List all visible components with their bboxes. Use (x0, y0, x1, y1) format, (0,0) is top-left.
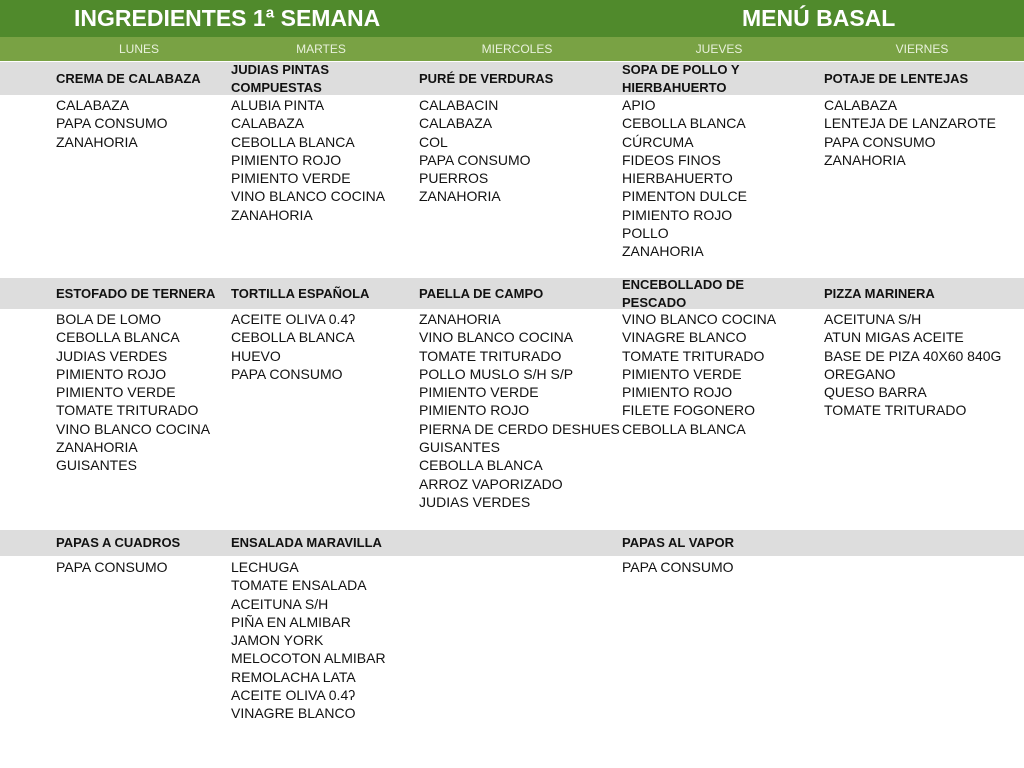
ingredient-item: ZANAHORIA (419, 188, 501, 205)
ingredient-item: CALABAZA (824, 97, 898, 113)
ingredient-item: CÚRCUMA (622, 133, 694, 150)
ingredient-item: ACEITUNA S/H (231, 595, 329, 612)
dish-name: CREMA DE CALABAZA (56, 70, 201, 86)
ingredient-item: PIMIENTO ROJO (419, 402, 530, 419)
ingredient-list (56, 310, 210, 475)
ingredient-list (824, 310, 1001, 420)
ingredient-item: ZANAHORIA (622, 243, 704, 260)
ingredient-item: PIMIENTO ROJO (56, 365, 167, 382)
dish-name: PAPAS AL VAPOR (622, 535, 734, 550)
day-label-1: MARTES (296, 42, 346, 56)
ingredient-item: ZANAHORIA (419, 311, 501, 327)
dish-name: PAELLA DE CAMPO (419, 285, 544, 301)
ingredient-list (231, 96, 385, 224)
ingredient-item: CEBOLLA BLANCA (622, 420, 746, 437)
ingredient-list (56, 558, 168, 576)
ingredient-item: VINAGRE BLANCO (622, 329, 747, 346)
ingredient-item: TOMATE TRITURADO (622, 347, 765, 364)
ingredient-item: ARROZ VAPORIZADO (419, 475, 563, 492)
ingredient-item: POLLO (622, 225, 669, 242)
ingredient-item: POLLO MUSLO S/H S/P (419, 365, 574, 382)
ingredient-list (622, 96, 747, 261)
ingredient-item: PAPA CONSUMO (622, 559, 734, 575)
ingredient-item: CALABAZA (231, 115, 305, 132)
dish-name: PURÉ DE VERDURAS (419, 70, 554, 86)
ingredient-item: ACEITUNA S/H (824, 311, 922, 327)
ingredient-item: PIMIENTO VERDE (56, 384, 176, 401)
menu-title: MENÚ BASAL (742, 5, 896, 31)
ingredient-item: PIMIENTO VERDE (231, 170, 351, 187)
ingredient-item: JUDIAS VERDES (419, 493, 531, 510)
ingredient-item: COL (419, 133, 448, 150)
dish-name: SOPA DE POLLO Y HIERBAHUERTO (622, 61, 740, 95)
dish-name: ENSALADA MARAVILLA (231, 535, 382, 550)
ingredient-list (622, 310, 776, 438)
day-label-3: JUEVES (695, 42, 743, 56)
ingredient-item: FILETE FOGONERO (622, 402, 756, 419)
ingredient-item: BASE DE PIZA 40X60 840G (824, 347, 1002, 364)
ingredient-list (824, 96, 996, 169)
ingredient-item: ATUN MIGAS ACEITE (824, 329, 964, 346)
ingredient-item: PIMIENTO ROJO (231, 151, 342, 168)
ingredient-item: TOMATE TRITURADO (824, 402, 967, 419)
ingredient-item: PIERNA DE CERDO DESHUES (419, 420, 620, 437)
ingredient-item: FIDEOS FINOS (622, 151, 721, 168)
ingredient-item: TOMATE ENSALADA (231, 577, 367, 594)
ingredient-item: VINO BLANCO COCINA (419, 329, 574, 346)
weekday-header-row (0, 37, 1024, 61)
ingredient-item: LECHUGA (231, 559, 299, 575)
ingredient-item: TOMATE TRITURADO (419, 347, 562, 364)
ingredient-item: ZANAHORIA (231, 206, 313, 223)
ingredient-item: VINAGRE BLANCO (231, 705, 356, 722)
ingredient-item: JUDIAS VERDES (56, 347, 168, 364)
ingredient-item: CEBOLLA BLANCA (419, 457, 543, 474)
ingredient-item: PAPA CONSUMO (419, 151, 531, 168)
dish-name: PAPAS A CUADROS (56, 535, 181, 550)
day-label-2: MIERCOLES (481, 42, 553, 56)
ingredient-item: HIERBAHUERTO (622, 170, 733, 187)
dish-name: ESTOFADO DE TERNERA (56, 285, 216, 301)
ingredient-item: CALABAZA (419, 115, 493, 132)
ingredient-item: ACEITE OLIVA 0.4ʔ (231, 311, 356, 327)
ingredient-list (231, 558, 386, 723)
dish-name: TORTILLA ESPAÑOLA (231, 285, 370, 301)
ingredient-item: ZANAHORIA (56, 439, 138, 456)
ingredient-item: ZANAHORIA (824, 151, 906, 168)
ingredient-item: PAPA CONSUMO (231, 365, 343, 382)
ingredient-item: PIMIENTO ROJO (622, 206, 733, 223)
dish-name: POTAJE DE LENTEJAS (824, 70, 969, 86)
ingredient-item: VINO BLANCO COCINA (56, 420, 211, 437)
ingredient-item: ZANAHORIA (56, 133, 138, 150)
ingredient-list (419, 96, 531, 206)
ingredient-item: ACEITE OLIVA 0.4ʔ (231, 687, 356, 704)
ingredient-item: PIÑA EN ALMIBAR (231, 613, 351, 630)
ingredient-item: BOLA DE LOMO (56, 311, 162, 327)
ingredient-list (622, 558, 734, 576)
ingredient-item: PIMENTON DULCE (622, 188, 747, 205)
ingredient-list (231, 310, 355, 383)
ingredient-item: CALABAZA (56, 97, 130, 113)
day-label-0: LUNES (118, 42, 159, 56)
ingredient-list (419, 310, 620, 511)
ingredient-item: PIMIENTO VERDE (419, 384, 539, 401)
ingredient-item: QUESO BARRA (824, 384, 927, 401)
dish-name: ENCEBOLLADO DE PESCADO (622, 276, 745, 310)
ingredient-item: MELOCOTON ALMIBAR (231, 650, 386, 667)
title-bar (0, 0, 1024, 37)
ingredient-item: CEBOLLA BLANCA (231, 133, 355, 150)
ingredient-item: PIMIENTO ROJO (622, 384, 733, 401)
ingredient-item: JAMON YORK (231, 632, 324, 649)
ingredient-item: CEBOLLA BLANCA (56, 329, 180, 346)
page-title: INGREDIENTES 1ª SEMANA (74, 5, 381, 31)
ingredient-item: HUEVO (231, 347, 281, 364)
ingredient-item: PIMIENTO VERDE (622, 365, 742, 382)
ingredient-list (56, 96, 168, 151)
ingredient-item: PAPA CONSUMO (824, 133, 936, 150)
ingredient-item: GUISANTES (419, 439, 500, 456)
dish-name: PIZZA MARINERA (824, 285, 935, 301)
ingredient-item: CEBOLLA BLANCA (622, 115, 746, 132)
ingredient-item: OREGANO (824, 365, 896, 382)
ingredient-item: PUERROS (419, 170, 489, 187)
ingredient-item: VINO BLANCO COCINA (231, 188, 386, 205)
ingredient-item: LENTEJA DE LANZAROTE (824, 115, 996, 132)
dish-name: JUDIAS PINTAS COMPUESTAS (231, 61, 329, 95)
ingredient-item: CEBOLLA BLANCA (231, 329, 355, 346)
ingredient-item: PAPA CONSUMO (56, 115, 168, 132)
ingredient-item: APIO (622, 97, 656, 113)
ingredient-item: ALUBIA PINTA (231, 97, 325, 113)
day-label-4: VIERNES (895, 42, 949, 56)
ingredient-item: VINO BLANCO COCINA (622, 311, 777, 327)
ingredient-item: TOMATE TRITURADO (56, 402, 199, 419)
ingredient-item: REMOLACHA LATA (231, 668, 356, 685)
ingredient-item: CALABACIN (419, 97, 499, 113)
ingredient-item: GUISANTES (56, 457, 137, 474)
ingredient-item: PAPA CONSUMO (56, 559, 168, 575)
